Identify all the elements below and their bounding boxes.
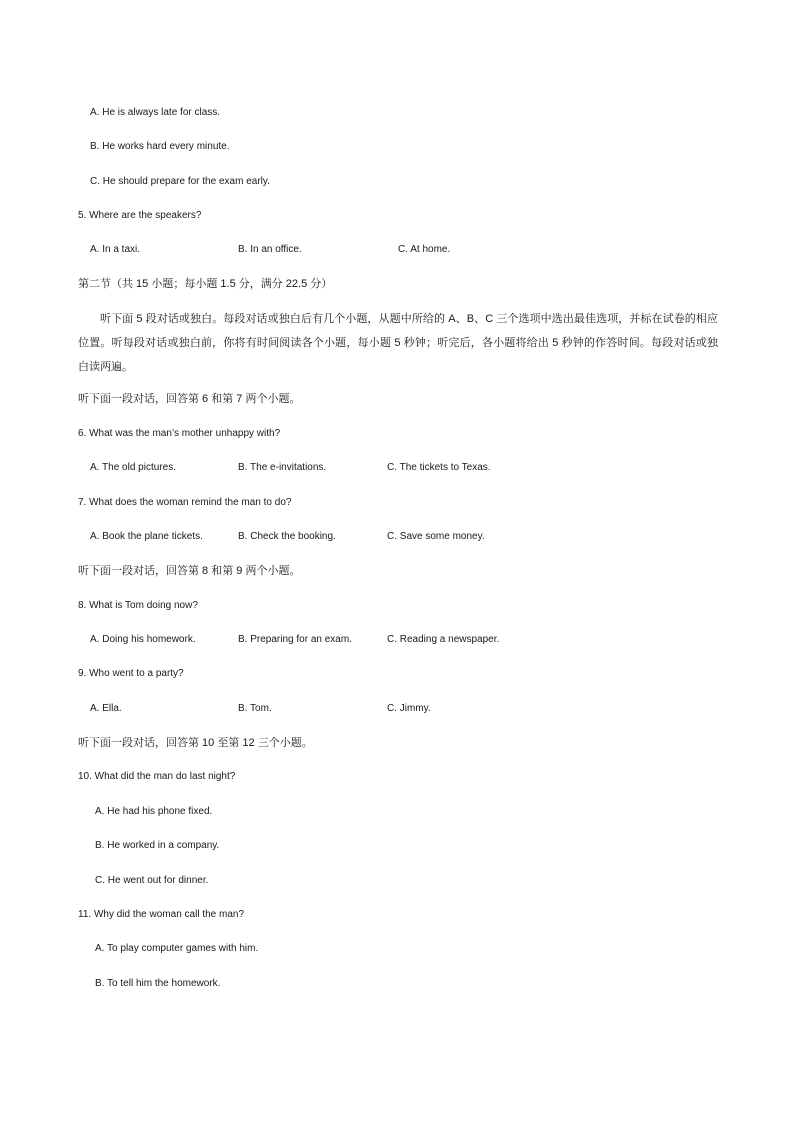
q7-option-c: C. Save some money. — [387, 531, 485, 542]
q4-option-c: C. He should prepare for the exam early. — [90, 176, 270, 187]
q5-option-c: C. At home. — [398, 244, 451, 255]
section2-instructions: 听下面 5 段对话或独白。每段对话或独白后有几个小题，从题中所给的 A、B、C 三个选项中选出最佳选项，并标在试卷的相应位置。听每段对话或独白前，你将有时间阅读各个小题，每小题 5 秒钟；听完后，各小题将给出 5 秒钟的作答时间。每段对话或独白读两遍。 — [78, 313, 718, 373]
q8-question: 8. What is Tom doing now? — [78, 600, 198, 611]
q9-option-c: C. Jimmy. — [387, 703, 431, 714]
q9-option-b: B. Tom. — [238, 703, 272, 714]
section2-heading: 第二节（共 15 小题；每小题 1.5 分，满分 22.5 分） — [78, 278, 333, 290]
q5-option-a: A. In a taxi. — [90, 244, 141, 255]
q8-option-a: A. Doing his homework. — [90, 634, 196, 645]
q6-question: 6. What was the man’s mother unhappy with? — [78, 428, 281, 439]
q8-option-b: B. Preparing for an exam. — [238, 634, 352, 645]
q10-option-c: C. He went out for dinner. — [95, 875, 209, 886]
group67-intro: 听下面一段对话，回答第 6 和第 7 两个小题。 — [78, 393, 301, 405]
q10-option-b: B. He worked in a company. — [95, 840, 220, 851]
q5-option-b: B. In an office. — [238, 244, 302, 255]
q11-option-a: A. To play computer games with him. — [95, 943, 259, 954]
q11-option-b: B. To tell him the homework. — [95, 978, 221, 989]
q11-question: 11. Why did the woman call the man? — [78, 909, 245, 920]
group1012-intro: 听下面一段对话，回答第 10 至第 12 三个小题。 — [78, 737, 313, 749]
q6-option-c: C. The tickets to Texas. — [387, 462, 491, 473]
q7-option-b: B. Check the booking. — [238, 531, 336, 542]
group89-intro: 听下面一段对话，回答第 8 和第 9 两个小题。 — [78, 565, 301, 577]
q7-option-a: A. Book the plane tickets. — [90, 531, 203, 542]
q4-option-a: A. He is always late for class. — [90, 107, 221, 118]
q6-option-a: A. The old pictures. — [90, 462, 176, 473]
q6-option-b: B. The e-invitations. — [238, 462, 327, 473]
q10-question: 10. What did the man do last night? — [78, 771, 236, 782]
q4-option-b: B. He works hard every minute. — [90, 141, 230, 152]
q9-question: 9. Who went to a party? — [78, 668, 184, 679]
q9-option-a: A. Ella. — [90, 703, 122, 714]
q10-option-a: A. He had his phone fixed. — [95, 806, 213, 817]
q5-question: 5. Where are the speakers? — [78, 210, 202, 221]
q8-option-c: C. Reading a newspaper. — [387, 634, 500, 645]
q7-question: 7. What does the woman remind the man to do? — [78, 497, 292, 508]
